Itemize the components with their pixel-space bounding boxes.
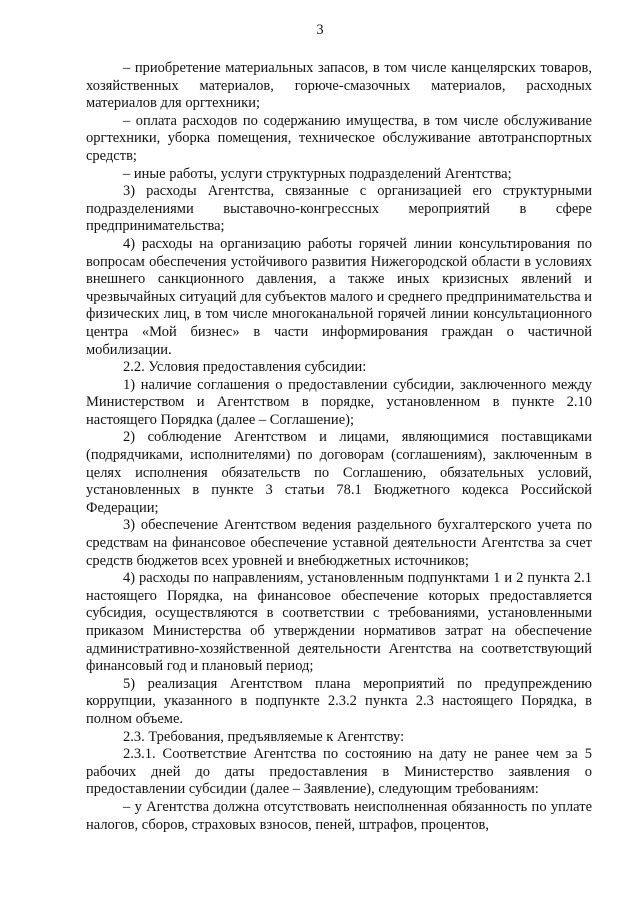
paragraph-tax-obligations: – у Агентства должна отсутствовать неисполненная обязанность по уплате налогов, сборов, страховых взносов, пеней, штрафов, процентов, xyxy=(86,798,592,833)
paragraph-expense-directions: 4) расходы по направлениям, установленным подпунктами 1 и 2 пункта 2.1 настоящего Порядка, на финансовое обеспечение которых предоставляется субсидия, осуществляются в соответствии с требованиями, установленными приказом Министерства об утверждении нормативов затрат на обеспечение административно-хозяйственной деятельности Агентства на соответствующий финансовый год и плановый период; xyxy=(86,570,592,675)
paragraph-other-works: – иные работы, услуги структурных подразделений Агентства; xyxy=(123,165,512,182)
paragraph-2-3-1: 2.3.1. Соответствие Агентства по состоянию на дату не ранее чем за 5 рабочих дней до даты предоставления в Министерство заявления о предоставлении субсидии (далее – Заявление), следующим требованиям: xyxy=(86,746,592,798)
section-heading-2-3: 2.3. Требования, предъявляемые к Агентству: xyxy=(123,728,405,745)
paragraph-property-maintenance: – оплата расходов по содержанию имущества, в том числе обслуживание оргтехники, уборка помещения, техническое обслуживание автотранспортных средств; xyxy=(86,112,592,164)
paragraph-agreement: 1) наличие соглашения о предоставлении субсидии, заключенного между Министерством и Агентством в порядке, установленном в пункте 2.10 настоящего Порядка (далее – Соглашение); xyxy=(86,376,592,428)
page-number: 3 xyxy=(316,22,324,38)
paragraph-compliance: 2) соблюдение Агентством и лицами, являющимися поставщиками (подрядчиками, исполнителями) по договорам (соглашениям), заключенным в целях исполнения обязательств по Соглашению, обязательных условий, установленных в пункте 3 статьи 78.1 Бюджетного кодекса Российской Федерации; xyxy=(86,429,592,516)
paragraph-hotline-expenses: 4) расходы на организацию работы горячей линии консультирования по вопросам обеспечения устойчивого развития Нижегородской области в условиях внешнего санкционного давления, а также иных кризисных явлений и чрезвычайных ситуаций для субъектов малого и среднего предпринимательства и физических лиц, в том числе многоканальной горячей линии консультационного центра «Мой бизнес» в части информирования граждан о частичной мобилизации. xyxy=(86,235,592,358)
paragraph-exhibition-expenses: 3) расходы Агентства, связанные с организацией его структурными подразделениями выставочно-конгрессных мероприятий в сфере предпринимательства; xyxy=(86,183,592,235)
document-body xyxy=(86,60,592,834)
paragraph-anticorruption: 5) реализация Агентством плана мероприятий по предупреждению коррупции, указанного в подпункте 2.3.2 пункта 2.3 настоящего Порядка, в полном объеме. xyxy=(86,675,592,727)
paragraph-materials: – приобретение материальных запасов, в том числе канцелярских товаров, хозяйственных материалов, горюче-смазочных материалов, расходных материалов для оргтехники; xyxy=(86,60,592,112)
section-heading-2-2: 2.2. Условия предоставления субсидии: xyxy=(123,359,367,376)
paragraph-accounting: 3) обеспечение Агентством ведения раздельного бухгалтерского учета по средствам на финансовое обеспечение уставной деятельности Агентства за счет средств бюджетов всех уровней и внебюджетных источников; xyxy=(86,517,592,569)
